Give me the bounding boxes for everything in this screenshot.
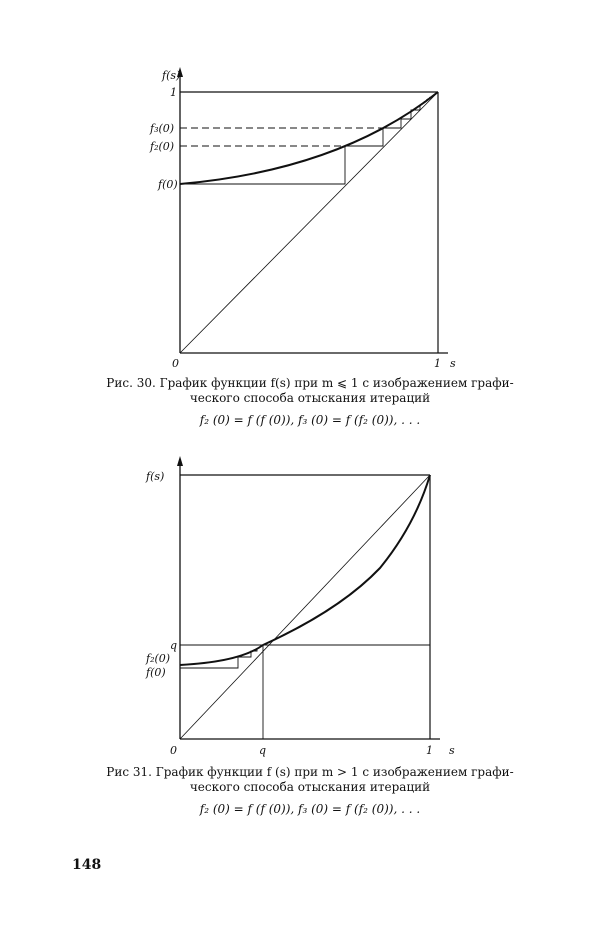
f-curve [180, 92, 438, 184]
figure-31-graph [0, 450, 600, 760]
figure-30-caption-line1: Рис. 30. График функции f(s) при m ⩽ 1 с изображением графи- [106, 376, 514, 390]
diagonal-line [180, 92, 438, 353]
figure-31-formula: f₂ (0) = f (f (0)), f₃ (0) = f (f₂ (0)), . . . [199, 802, 421, 816]
origin-label: 0 [170, 744, 177, 757]
iteration-steps [180, 105, 420, 184]
x-axis-label: s [450, 357, 456, 370]
one-y-label: 1 [170, 86, 177, 99]
f-curve [180, 475, 430, 665]
y-axis-label: f(s) [146, 470, 165, 483]
figure-31-caption-line1: Рис 31. График функции f (s) при m > 1 с изображением графи- [106, 765, 514, 779]
origin-label: 0 [172, 357, 179, 370]
y-axis-arrow [177, 456, 183, 466]
f2-label: f₂(0) [150, 140, 175, 153]
q-y-label: q [170, 639, 178, 652]
f3-label: f₃(0) [150, 122, 175, 135]
diagonal-line [180, 475, 430, 739]
one-x-label: 1 [434, 357, 441, 370]
q-x-label: q [259, 744, 267, 757]
f0-label: f(0) [158, 178, 178, 191]
f0-label: f(0) [146, 666, 166, 679]
figure-30-caption-line2: ческого способа отыскания итераций [189, 391, 431, 405]
figure-31-caption-line2: ческого способа отыскания итераций [189, 780, 431, 794]
x-axis-label: s [449, 744, 455, 757]
figure-30-formula: f₂ (0) = f (f (0)), f₃ (0) = f (f₂ (0)), . . . [199, 413, 421, 427]
page-number: 148 [72, 857, 102, 873]
y-axis-label: f(s) [162, 69, 181, 82]
one-x-label: 1 [426, 744, 433, 757]
f2-label: f₂(0) [146, 652, 171, 665]
figure-30-graph [0, 55, 600, 370]
